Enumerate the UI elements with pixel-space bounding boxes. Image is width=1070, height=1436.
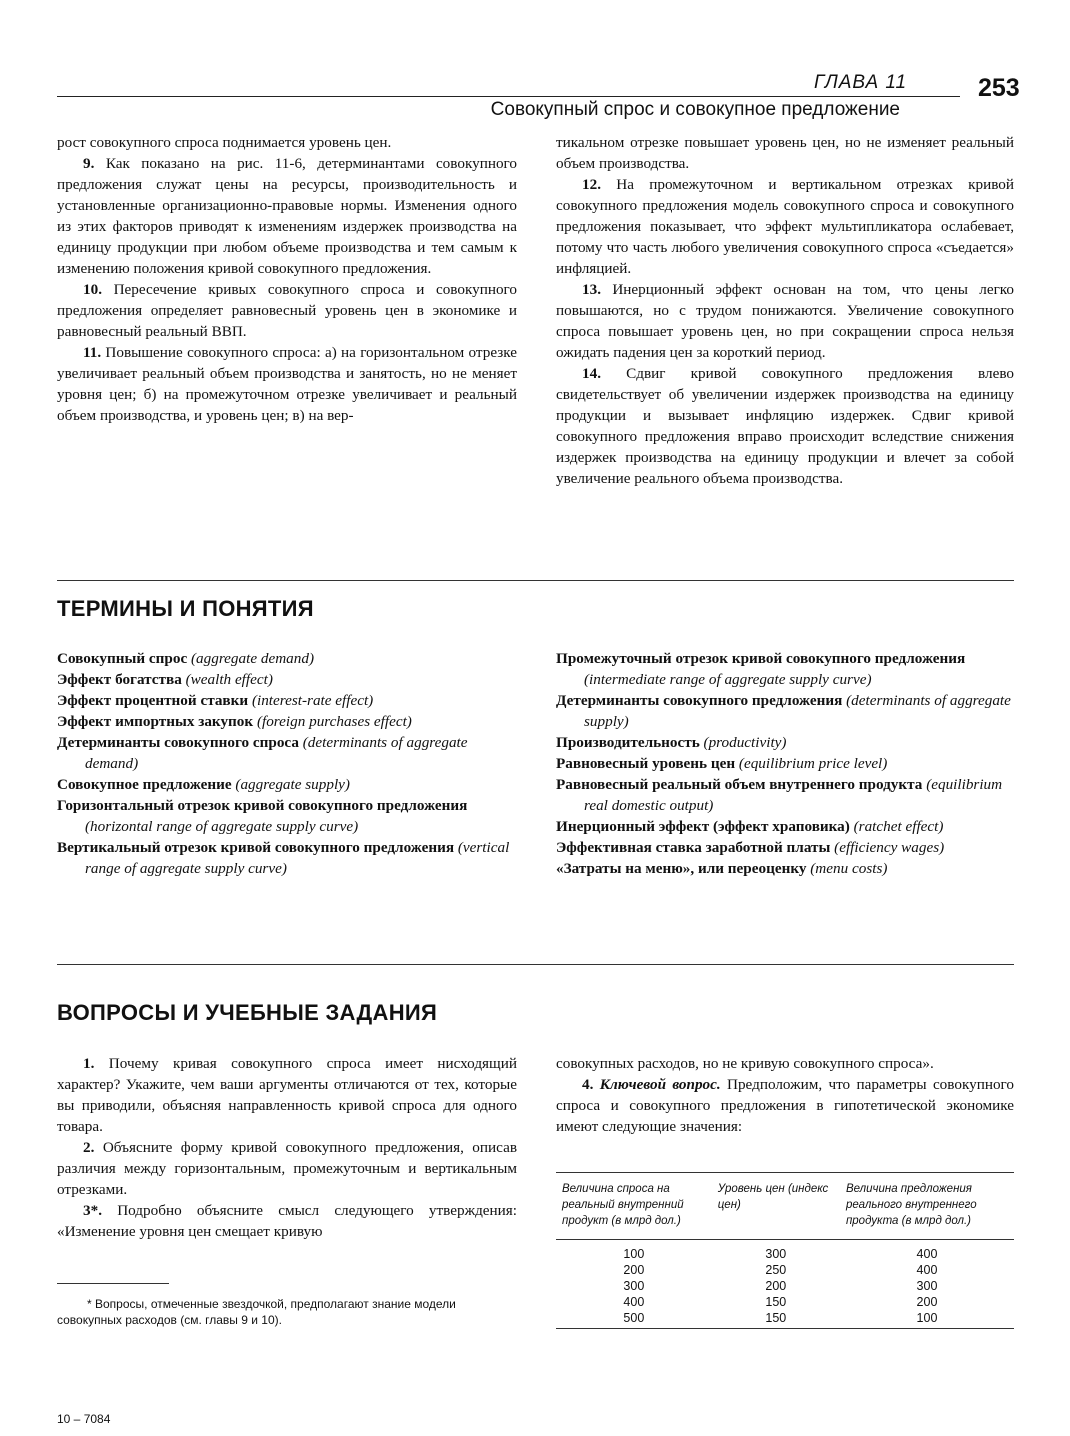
point-number: 10.	[83, 281, 102, 298]
summary-left-column	[57, 132, 517, 426]
term-name: «Затраты на меню», или переоценку	[556, 860, 807, 877]
question-number: 2.	[83, 1139, 95, 1156]
term-english: (wealth effect)	[185, 671, 273, 688]
table-row	[556, 1294, 1014, 1310]
question-number: 1.	[83, 1055, 95, 1072]
data-table	[556, 1172, 1014, 1329]
table-cell: 150	[765, 1295, 787, 1309]
term-name: Промежуточный отрезок кривой совокупного предложения	[556, 650, 966, 667]
term-name: Эффект процентной ставки	[57, 692, 249, 709]
term-item	[57, 690, 517, 711]
terms-left-list	[57, 648, 517, 879]
term-name: Равновесный уровень цен	[556, 755, 736, 772]
question-text: Предположим, что параметры совокупного спроса и совокупного предложения в гипотетической экономике имеют следующие значения:	[556, 1076, 1014, 1135]
chapter-subtitle: Совокупный спрос и совокупное предложение	[490, 99, 900, 120]
terms-right-list	[556, 648, 1014, 879]
term-item	[556, 732, 1014, 753]
summary-point-13	[556, 279, 1014, 363]
term-name: Эффективная ставка заработной платы	[556, 839, 831, 856]
question-3-continued: совокупных расходов, но не кривую совокупного спроса».	[556, 1055, 934, 1072]
term-item	[556, 753, 1014, 774]
summary-right-intro: тикальном отрезке повышает уровень цен, но не изменяет реальный объем производства.	[556, 134, 1014, 172]
term-english: (determinants of aggregate demand)	[85, 734, 468, 772]
term-name: Детерминанты совокупного предложения	[556, 692, 843, 709]
summary-left-intro: рост совокупного спроса поднимается уровень цен.	[57, 134, 392, 151]
chapter-label: ГЛАВА 11	[814, 72, 908, 93]
table-cell: 250	[765, 1263, 787, 1277]
point-number: 11.	[83, 344, 102, 361]
term-english: (aggregate supply)	[235, 776, 350, 793]
term-english: (ratchet effect)	[853, 818, 944, 835]
table-cell: 400	[623, 1295, 645, 1309]
term-english: (efficiency wages)	[834, 839, 945, 856]
term-name: Равновесный реальный объем внутреннего продукта	[556, 776, 923, 793]
summary-right-column	[556, 132, 1014, 489]
table-header-price-level: Уровень цен (индекс цен)	[712, 1173, 840, 1240]
term-item	[57, 774, 517, 795]
questions-left-column	[57, 1053, 517, 1242]
term-english: (vertical range of aggregate supply curve)	[85, 839, 510, 877]
term-item	[556, 858, 1014, 879]
printer-signature: 10 – 7084	[57, 1412, 111, 1426]
term-item	[57, 732, 517, 774]
term-name: Совокупный спрос	[57, 650, 188, 667]
term-item	[556, 774, 1014, 816]
questions-right-column	[556, 1053, 1014, 1137]
summary-point-12	[556, 174, 1014, 279]
table-row	[556, 1278, 1014, 1294]
question-text: Объясните форму кривой совокупного предложения, описав различия между горизонтальным, промежуточным и вертикальным отрезками.	[57, 1139, 517, 1198]
table-header-demand: Величина спроса на реальный внутренний продукт (в млрд дол.)	[556, 1173, 712, 1240]
point-text: Сдвиг кривой совокупного предложения влево свидетельствует об увеличении издержек производства на единицу продукции и вызывает инфляцию издержек. Сдвиг кривой совокупного предложения вправо происходит вследствие снижения издержек производства на единицу продукции и влечет за собой увеличение реального объема производства.	[556, 365, 1014, 487]
terms-section-title: ТЕРМИНЫ И ПОНЯТИЯ	[57, 596, 314, 621]
question-4	[556, 1074, 1014, 1137]
table-cell: 500	[556, 1310, 712, 1329]
table-cell: 400	[916, 1247, 938, 1261]
term-name: Инерционный эффект (эффект храповика)	[556, 818, 850, 835]
header-rule	[57, 96, 960, 97]
term-name: Совокупное предложение	[57, 776, 232, 793]
table-cell: 200	[765, 1279, 787, 1293]
point-text: На промежуточном и вертикальном отрезках кривой совокупного предложения модель совокупного спроса и совокупного предложения показывает, что эффект мультипликатора ослабевает, потому что часть любого увеличения совокупного спроса «съедается» инфляцией.	[556, 176, 1014, 277]
term-english: (productivity)	[703, 734, 787, 751]
term-item	[556, 816, 1014, 837]
term-item	[556, 837, 1014, 858]
term-name: Вертикальный отрезок кривой совокупного предложения	[57, 839, 455, 856]
term-item	[57, 795, 517, 837]
term-english: (intermediate range of aggregate supply curve)	[584, 671, 872, 688]
term-english: (menu costs)	[810, 860, 888, 877]
table-row	[556, 1240, 1014, 1263]
term-item	[556, 648, 1014, 690]
table-cell: 100	[840, 1310, 1014, 1329]
table-cell: 200	[623, 1263, 645, 1277]
term-english: (foreign purchases effect)	[256, 713, 412, 730]
term-item	[57, 711, 517, 732]
term-name: Горизонтальный отрезок кривой совокупного предложения	[57, 797, 468, 814]
term-english: (determinants of aggregate supply)	[584, 692, 1011, 730]
point-number: 13.	[582, 281, 601, 298]
term-name: Эффект богатства	[57, 671, 182, 688]
term-english: (horizontal range of aggregate supply curve)	[85, 818, 359, 835]
table-cell: 300	[623, 1279, 645, 1293]
point-number: 9.	[83, 155, 95, 172]
footnote-rule	[57, 1283, 169, 1284]
table-cell: 300	[916, 1279, 938, 1293]
question-text: Почему кривая совокупного спроса имеет нисходящий характер? Укажите, чем ваши аргументы отличаются от тех, которые вы приводили, объясняя направленность кривой спроса для одного товара.	[57, 1055, 517, 1135]
table-cell: 200	[916, 1295, 938, 1309]
table-body	[556, 1240, 1014, 1329]
table-cell: 400	[916, 1263, 938, 1277]
summary-point-11	[57, 342, 517, 426]
question-number: 3*.	[83, 1202, 102, 1219]
point-text: Повышение совокупного спроса: а) на горизонтальном отрезке увеличивает реальный объем производства и занятость, но не меняет уровня цен; б) на промежуточном отрезке увеличивает и реальный объем производства, и уровень цен; в) на вер-	[57, 344, 517, 424]
point-text: Как показано на рис. 11-6, детерминантами совокупного предложения служат цены на ресурсы, производительность и установленные организационно-правовые нормы. Изменения одного из этих факторов приводят к изменениям издержек производства на единицу продукции при любом объеме производства и тем самым к изменению положения кривой совокупного предложения.	[57, 155, 517, 277]
term-item	[57, 837, 517, 879]
term-english: (interest-rate effect)	[251, 692, 374, 709]
term-name: Производительность	[556, 734, 700, 751]
section-rule	[57, 964, 1014, 965]
questions-section-title: ВОПРОСЫ И УЧЕБНЫЕ ЗАДАНИЯ	[57, 1000, 438, 1025]
footnote: * Вопросы, отмеченные звездочкой, предполагают знание модели совокупных расходов (см. главы 9 и 10).	[57, 1297, 456, 1327]
table-cell: 300	[765, 1247, 787, 1261]
term-english: (equilibrium real domestic output)	[584, 776, 1003, 814]
term-item	[57, 648, 517, 669]
term-english: (equilibrium price level)	[738, 755, 888, 772]
point-number: 14.	[582, 365, 601, 382]
term-english: (aggregate demand)	[190, 650, 314, 667]
question-text: Подробно объясните смысл следующего утверждения: «Изменение уровня цен смещает кривую	[57, 1202, 517, 1240]
table-cell: 100	[623, 1247, 645, 1261]
table-cell: 150	[712, 1310, 840, 1329]
question-1	[57, 1053, 517, 1137]
table-row	[556, 1262, 1014, 1278]
key-question-label: Ключевой вопрос.	[593, 1076, 721, 1093]
point-number: 12.	[582, 176, 601, 193]
table-header-row	[556, 1173, 1014, 1240]
question-number: 4.	[582, 1076, 594, 1093]
point-text: Пересечение кривых совокупного спроса и совокупного предложения определяет равновесный уровень цен в экономике и равновесный реальный ВВП.	[57, 281, 517, 340]
summary-point-10	[57, 279, 517, 342]
term-name: Детерминанты совокупного спроса	[57, 734, 299, 751]
page-number: 253	[978, 74, 1020, 102]
term-item	[556, 690, 1014, 732]
summary-point-9	[57, 153, 517, 279]
table-row	[556, 1310, 1014, 1329]
section-rule	[57, 580, 1014, 581]
term-name: Эффект импортных закупок	[57, 713, 254, 730]
summary-point-14	[556, 363, 1014, 489]
question-2	[57, 1137, 517, 1200]
term-item	[57, 669, 517, 690]
question-3	[57, 1200, 517, 1242]
point-text: Инерционный эффект основан на том, что цены легко повышаются, но с трудом понижаются. Увеличение совокупного спроса повышает уровень цен, но при сокращении спроса нельзя ожидать падения цен за короткий период.	[556, 281, 1014, 361]
table-header-supply: Величина предложения реального внутреннего продукта (в млрд дол.)	[840, 1173, 1014, 1240]
